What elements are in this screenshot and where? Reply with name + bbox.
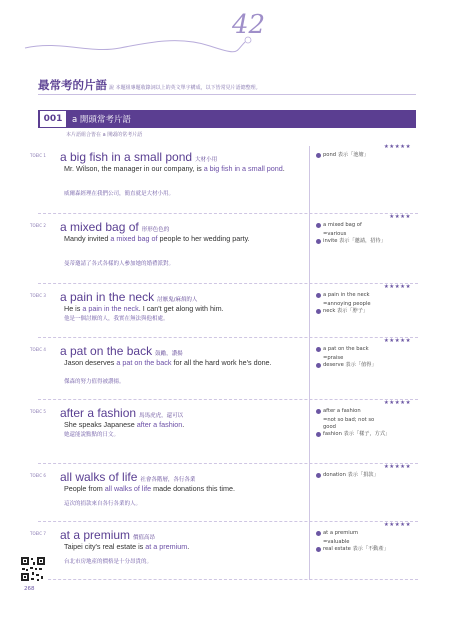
phrase: at a premium — [60, 528, 131, 542]
side-note-text: neck 表示「脖子」 — [323, 308, 369, 314]
side-note-text: deserve 表示「值得」 — [323, 362, 377, 368]
side-note — [316, 530, 416, 537]
phrase-entry — [30, 144, 418, 214]
example-text-part: Taipei city's real estate is — [64, 542, 146, 551]
phrase: a pain in the neck — [60, 290, 155, 304]
phrase-meaning: 大材小用 — [195, 157, 218, 163]
example-translation: 他是一個討厭的人，我實在無法與他相處。 — [64, 316, 169, 322]
phrase-meaning: 討厭鬼/麻煩的人 — [157, 297, 198, 303]
entry-headline — [60, 402, 183, 421]
bullet-icon — [316, 153, 321, 158]
bullet-icon — [316, 347, 321, 352]
phrase-meaning: 馬馬虎虎，還可以 — [139, 413, 184, 419]
side-note-sub: =not so bad; not so — [323, 417, 375, 423]
bullet-icon — [316, 547, 321, 552]
example-text-part: . — [182, 420, 185, 429]
side-note-text: a mixed bag of — [323, 222, 362, 228]
entry-separator — [38, 337, 418, 338]
example-text-part: He is — [64, 304, 83, 313]
example-sentence — [64, 542, 312, 552]
side-notes — [316, 152, 416, 161]
side-notes — [316, 346, 416, 371]
page-title: 最常考的片語 — [38, 78, 107, 92]
side-note-text: a pain in the neck — [323, 292, 370, 298]
page-decor-number: 42 — [232, 10, 266, 40]
side-note-text: invite 表示「邀請，招待」 — [323, 238, 386, 244]
phrase-entry — [30, 284, 418, 338]
example-translation: 她還能說點點的日文。 — [64, 432, 120, 438]
side-note — [316, 308, 416, 315]
side-note — [316, 546, 416, 553]
side-note-text: donation 表示「捐款」 — [323, 472, 379, 478]
phrase-meaning: 價值高昂 — [133, 535, 156, 541]
side-note-sub: =praise — [323, 355, 344, 361]
phrase-meaning: 鼓勵，讚揚 — [155, 351, 183, 357]
example-translation: 台北市房地產的價格是十分昂貴的。 — [64, 559, 153, 565]
section-subtitle: 本片語組合皆在 a 開頭的常考片語 — [66, 132, 143, 138]
bullet-icon — [316, 363, 321, 368]
example-text-part: Mandy invited — [64, 234, 111, 243]
decorative-swirl — [20, 18, 260, 58]
qr-code-icon — [20, 556, 46, 582]
side-note — [316, 238, 416, 245]
example-text-part: . — [282, 164, 285, 173]
bullet-icon — [316, 473, 321, 478]
side-note-sub: =valuable — [323, 539, 350, 545]
example-translation: 曼蒂邀請了各式各樣的人參加她的婚禮派對。 — [64, 261, 175, 267]
entry-headline — [60, 146, 217, 165]
entry-label: TOEIC 2 — [30, 223, 46, 228]
phrase-meaning: 社會各階層，各行各業 — [140, 477, 196, 483]
example-text-part: a pain in the neck — [82, 304, 139, 313]
phrase-entry — [30, 522, 418, 580]
example-translation: 這次的捐款來自各行各業的人。 — [64, 501, 142, 507]
entry-label: TOEIC 3 — [30, 293, 46, 298]
side-note-text: a pat on the back — [323, 346, 369, 352]
entry-label: TOEIC 6 — [30, 473, 46, 478]
rating-stars: ★★★★★ — [383, 338, 411, 344]
example-text-part: a mixed bag of — [110, 234, 158, 243]
example-text-part: all walks of life — [104, 484, 152, 493]
example-text-part: at a premium — [145, 542, 188, 551]
example-translation: 威爾森經理在我們公司，簡直就是大材小用。 — [64, 191, 175, 197]
example-text-part: Mr. Wilson, the manager in our company, is — [64, 164, 204, 173]
entry-headline — [60, 216, 169, 235]
example-text-part: people to her wedding party. — [157, 234, 250, 243]
side-note — [316, 222, 416, 229]
side-note-text: at a premium — [323, 530, 359, 536]
entry-label: TOEIC 7 — [30, 531, 46, 536]
page-title-row — [38, 74, 418, 93]
example-text-part: a big fish in a small pond — [203, 164, 283, 173]
example-text-part: a pat on the back — [116, 358, 172, 367]
example-text-part: . I can't get along with him. — [138, 304, 224, 313]
example-translation: 傑森的努力值得被讚揚。 — [64, 379, 125, 385]
side-note-sub: =various — [323, 231, 347, 237]
bullet-icon — [316, 531, 321, 536]
entry-label: TOEIC 5 — [30, 409, 46, 414]
entry-separator — [38, 521, 418, 522]
side-note — [316, 362, 416, 369]
example-sentence — [64, 234, 312, 244]
phrase-entry — [30, 338, 418, 400]
example-sentence — [64, 484, 312, 494]
side-notes — [316, 222, 416, 247]
section-title: a 開頭常考片語 — [72, 115, 131, 125]
example-text-part: . — [187, 542, 190, 551]
rating-stars: ★★★★★ — [383, 400, 411, 406]
entry-separator — [38, 213, 418, 214]
side-notes — [316, 292, 416, 317]
example-sentence — [64, 164, 312, 174]
example-text-part: People from — [64, 484, 105, 493]
bullet-icon — [316, 239, 321, 244]
side-note — [316, 431, 416, 438]
entry-separator — [38, 579, 418, 580]
example-sentence — [64, 304, 312, 314]
entry-headline — [60, 286, 197, 305]
side-note — [316, 472, 416, 479]
entry-label: TOEIC 1 — [30, 153, 46, 158]
example-text-part: Jason deserves — [64, 358, 117, 367]
side-note — [316, 346, 416, 353]
entry-separator — [38, 399, 418, 400]
title-divider — [38, 94, 416, 95]
rating-stars: ★★★★★ — [383, 464, 411, 470]
entry-label: TOEIC 4 — [30, 347, 46, 352]
bullet-icon — [316, 309, 321, 314]
phrase: a pat on the back — [60, 344, 153, 358]
side-note-sub: =annoying people — [323, 301, 371, 307]
phrase: a big fish in a small pond — [60, 150, 193, 164]
side-note-sub: good — [323, 424, 336, 430]
bullet-icon — [316, 432, 321, 437]
side-notes — [316, 530, 416, 555]
bullet-icon — [316, 409, 321, 414]
example-text-part: for all the hard work he's done. — [171, 358, 272, 367]
side-notes — [316, 472, 416, 481]
entry-separator — [38, 463, 418, 464]
side-note-text: fashion 表示「樣子，方式」 — [323, 431, 391, 437]
rating-stars: ★★★★ — [389, 214, 411, 220]
side-note-text: real estate 表示「不動產」 — [323, 546, 389, 552]
side-notes — [316, 408, 416, 440]
bullet-icon — [316, 223, 321, 228]
phrase-entry — [30, 464, 418, 522]
phrase-entry — [30, 400, 418, 464]
phrase-meaning: 形形色色的 — [141, 227, 170, 233]
bullet-icon — [316, 293, 321, 298]
example-sentence — [64, 358, 312, 368]
side-note — [316, 152, 416, 159]
side-note-text: after a fashion — [323, 408, 361, 414]
rating-stars: ★★★★★ — [383, 144, 411, 150]
example-text-part: made donations this time. — [151, 484, 235, 493]
page-number: 268 — [24, 586, 35, 592]
phrase: a mixed bag of — [60, 220, 139, 234]
entry-separator — [38, 283, 418, 284]
entry-headline — [60, 524, 155, 543]
side-note — [316, 408, 416, 415]
section-header — [38, 110, 416, 128]
example-text-part: She speaks Japanese — [64, 420, 137, 429]
phrase: all walks of life — [60, 470, 138, 484]
phrase-entry — [30, 214, 418, 284]
rating-stars: ★★★★★ — [383, 522, 411, 528]
entry-headline — [60, 340, 183, 359]
rating-stars: ★★★★★ — [383, 284, 411, 290]
side-note-text: pond 表示「池塘」 — [323, 152, 369, 158]
example-sentence — [64, 420, 312, 430]
example-text-part: after a fashion — [136, 420, 183, 429]
entry-headline — [60, 466, 195, 485]
page-title-note: 說 本題組專題收錄詞以上的英文單字構成，以下皆常見片語總整理。 — [109, 85, 261, 91]
phrase: after a fashion — [60, 406, 137, 420]
section-number: 001 — [40, 111, 66, 127]
side-note — [316, 292, 416, 299]
